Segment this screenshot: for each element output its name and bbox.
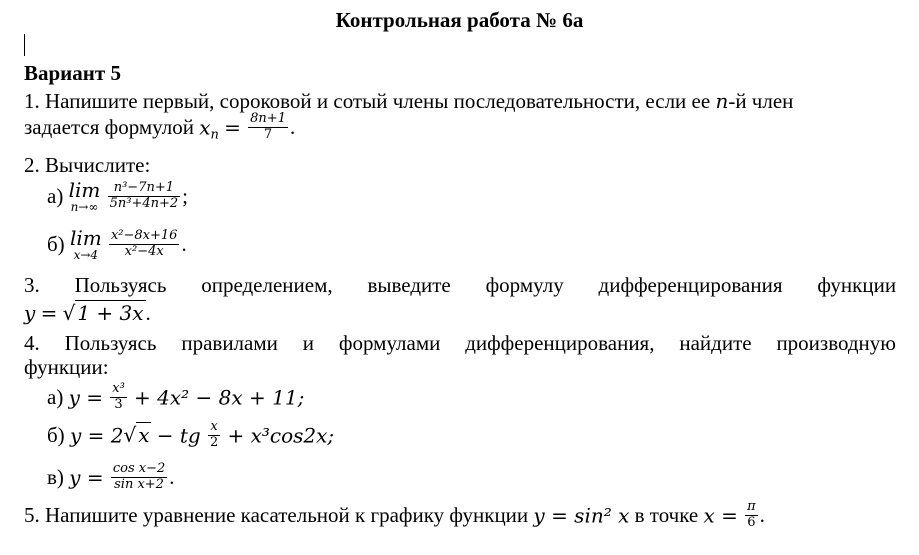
fraction: $\frac{\pi}{6}$ [747,499,756,530]
fraction: $\frac{x}{2}$ [209,419,219,450]
task-2b: б) lim x→4 $\frac{\text{x²−8x+16}}{\text{x²−4x}}$ . [47,226,187,262]
task-1-line-1: 1. Напишите первый, сороковой и сотый члены последовательности, если ее n-й член [24,89,794,113]
task-3-line-2: y = √ 1 + 3x. [24,301,151,325]
task-5: 5. Напишите уравнение касательной к графику функции y = sin² x в точке x = $\frac{\pi}{6}$ . [24,499,765,530]
task-4a: а) y = $\frac{\text{x³}}{3}$ + 4x² − 8x + 11; [47,381,305,412]
page-title: Контрольная работа № 6а [335,8,584,32]
task-2-heading: 2. Вычислите: [24,153,151,177]
task-4b: б) y = 2√ x − tg $\frac{x}{2}$ + x³cos2x; [47,419,335,450]
square-root: √ x [123,423,150,448]
task-4-line-1: 4. Пользуясь правилами и формулами дифференцирования, найдите производную [24,331,896,355]
fraction: $\frac{\text{x³}}{3}$ [112,381,125,412]
fraction: $\frac{\text{n³−7n+1}}{\text{5n³+4n+2}}$ [109,180,179,211]
variant-heading: Вариант 5 [24,61,121,85]
task-3-line-1: 3. Пользуясь определением, выведите формулу дифференцирования функции [24,273,897,297]
limit: lim x→4 [69,226,102,262]
fraction: $\frac{8n+1}{7}$ [250,111,286,142]
limit: lim n→∞ [68,178,101,214]
task-4-line-2: функции: [24,355,109,379]
task-4c: в) y = $\frac{\text{cos x−2}}{\text{sin x+2}}$ . [47,461,175,492]
task-2a: а) lim n→∞ $\frac{\text{n³−7n+1}}{\text{5n³+4n+2}}$ ; [47,178,188,214]
task-1-line-2: задается формулой $x_n$ = $\frac{8n+1}{7}$ . [24,111,296,143]
square-root: √ 1 + 3x [62,301,144,325]
fraction: $\frac{\text{x²−8x+16}}{\text{x²−4x}}$ [110,228,178,259]
text-cursor [24,34,25,56]
fraction: $\frac{\text{cos x−2}}{\text{sin x+2}}$ [112,461,166,492]
